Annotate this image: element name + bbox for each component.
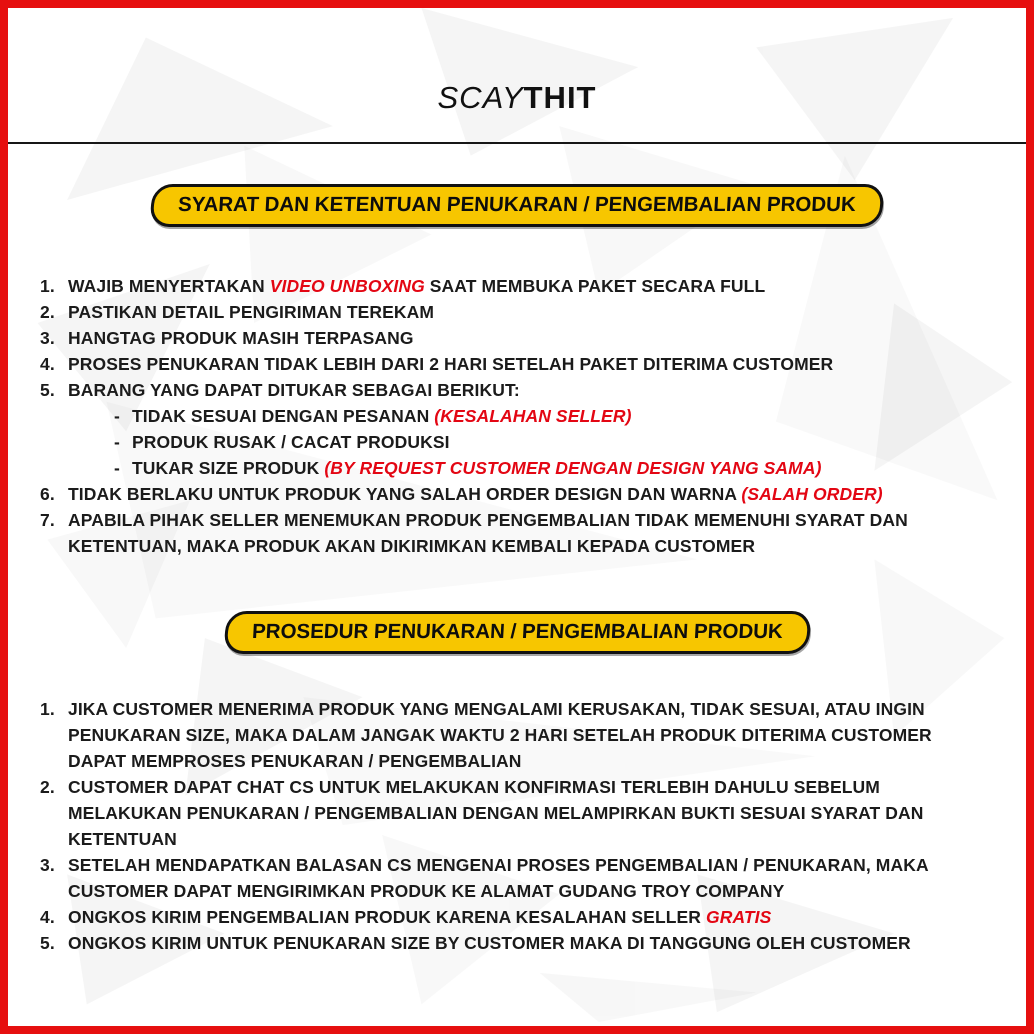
terms-badge [149,184,884,227]
text-segment: BARANG YANG DAPAT DITUKAR SEBAGAI BERIKUT: [68,380,520,400]
item-text [68,325,992,351]
list-item [40,696,992,774]
brand-title [8,80,1026,116]
list-item [40,930,992,956]
list-item [40,377,992,403]
terms-list [8,273,1026,559]
item-text [68,696,992,774]
text-segment: SAAT MEMBUKA PAKET SECARA FULL [424,276,766,296]
header [8,80,1026,116]
item-text [68,852,992,904]
item-text [68,299,992,325]
sub-list-item [40,403,992,429]
item-text [68,351,992,377]
list-item [40,774,992,852]
item-number: 4. [40,354,55,374]
list-item [40,299,992,325]
item-text [68,774,992,852]
procedure-badge-label: PROSEDUR PENUKARAN / PENGEMBALIAN PRODUK [251,620,784,643]
item-number: 1. [40,699,55,719]
bullet-dash: - [114,432,120,452]
item-number: 4. [40,907,55,927]
item-text [68,930,992,956]
item-number: 2. [40,302,55,322]
item-number: 3. [40,328,55,348]
item-number: 6. [40,484,55,504]
terms-badge-row [8,184,1026,227]
list-item [40,325,992,351]
procedure-badge-row [8,611,1026,654]
section-procedure [8,611,1026,956]
title-divider [8,142,1026,144]
text-segment: CUSTOMER DAPAT CHAT CS UNTUK MELAKUKAN KONFIRMASI TERLEBIH DAHULU SEBELUM MELAKUKAN PENUKARAN / PENGEMBALIAN DENGAN MELAMPIRKAN BUKTI SESUAI SYARAT DAN KETENTUAN [68,777,924,849]
item-text [68,904,992,930]
bullet-dash: - [114,406,120,426]
sub-item-text [132,403,992,429]
item-number: 5. [40,380,55,400]
highlighted-text: (BY REQUEST CUSTOMER DENGAN DESIGN YANG SAMA) [324,458,822,478]
list-item [40,852,992,904]
item-text [68,273,992,299]
text-segment: SETELAH MENDAPATKAN BALASAN CS MENGENAI PROSES PENGEMBALIAN / PENUKARAN, MAKA CUSTOMER DAPAT MENGIRIMKAN PRODUK KE ALAMAT GUDANG TROY COMPANY [68,855,929,901]
highlighted-text: (KESALAHAN SELLER) [434,406,632,426]
highlighted-text: (SALAH ORDER) [741,484,883,504]
text-segment: APABILA PIHAK SELLER MENEMUKAN PRODUK PENGEMBALIAN TIDAK MEMENUHI SYARAT DAN KETENTUAN, MAKA PRODUK AKAN DIKIRIMKAN KEMBALI KEPADA CUSTOMER [68,510,908,556]
highlighted-text: GRATIS [706,907,772,927]
text-segment: ONGKOS KIRIM UNTUK PENUKARAN SIZE BY CUSTOMER MAKA DI TANGGUNG OLEH CUSTOMER [68,933,911,953]
text-segment: PRODUK RUSAK / CACAT PRODUKSI [132,432,450,452]
list-item [40,481,992,507]
item-text [68,377,992,403]
bullet-dash: - [114,458,120,478]
item-text [68,481,992,507]
text-segment: TUKAR SIZE PRODUK [132,458,325,478]
procedure-badge [223,611,812,654]
sub-item-text [132,429,992,455]
highlighted-text: VIDEO UNBOXING [269,276,425,296]
sub-item-text [132,455,992,481]
text-segment: ONGKOS KIRIM PENGEMBALIAN PRODUK KARENA KESALAHAN SELLER [68,907,706,927]
brand-title-bold-part: THIT [523,80,597,115]
item-number: 2. [40,777,55,797]
text-segment: WAJIB MENYERTAKAN [68,276,270,296]
poster-content [8,80,1026,956]
item-number: 7. [40,510,55,530]
list-item [40,273,992,299]
section-terms [8,184,1026,559]
text-segment: HANGTAG PRODUK MASIH TERPASANG [68,328,414,348]
sub-list-item [40,429,992,455]
item-number: 1. [40,276,55,296]
sub-list-item [40,455,992,481]
text-segment: PASTIKAN DETAIL PENGIRIMAN TEREKAM [68,302,435,322]
procedure-list [8,696,1026,956]
item-number: 5. [40,933,55,953]
list-item [40,904,992,930]
text-segment: TIDAK SESUAI DENGAN PESANAN [132,406,435,426]
text-segment: TIDAK BERLAKU UNTUK PRODUK YANG SALAH ORDER DESIGN DAN WARNA [68,484,742,504]
item-number: 3. [40,855,55,875]
terms-badge-label: SYARAT DAN KETENTUAN PENUKARAN / PENGEMBALIAN PRODUK [177,193,857,216]
list-item [40,507,992,559]
brand-title-light-part: SCAY [437,80,524,115]
item-text [68,507,992,559]
list-item [40,351,992,377]
text-segment: JIKA CUSTOMER MENERIMA PRODUK YANG MENGALAMI KERUSAKAN, TIDAK SESUAI, ATAU INGIN PENUKARAN SIZE, MAKA DALAM JANGAK WAKTU 2 HARI SETELAH PRODUK DITERIMA CUSTOMER DAPAT MEMPROSES PENUKARAN / PENGEMBALIAN [68,699,932,771]
text-segment: PROSES PENUKARAN TIDAK LEBIH DARI 2 HARI SETELAH PAKET DITERIMA CUSTOMER [68,354,834,374]
